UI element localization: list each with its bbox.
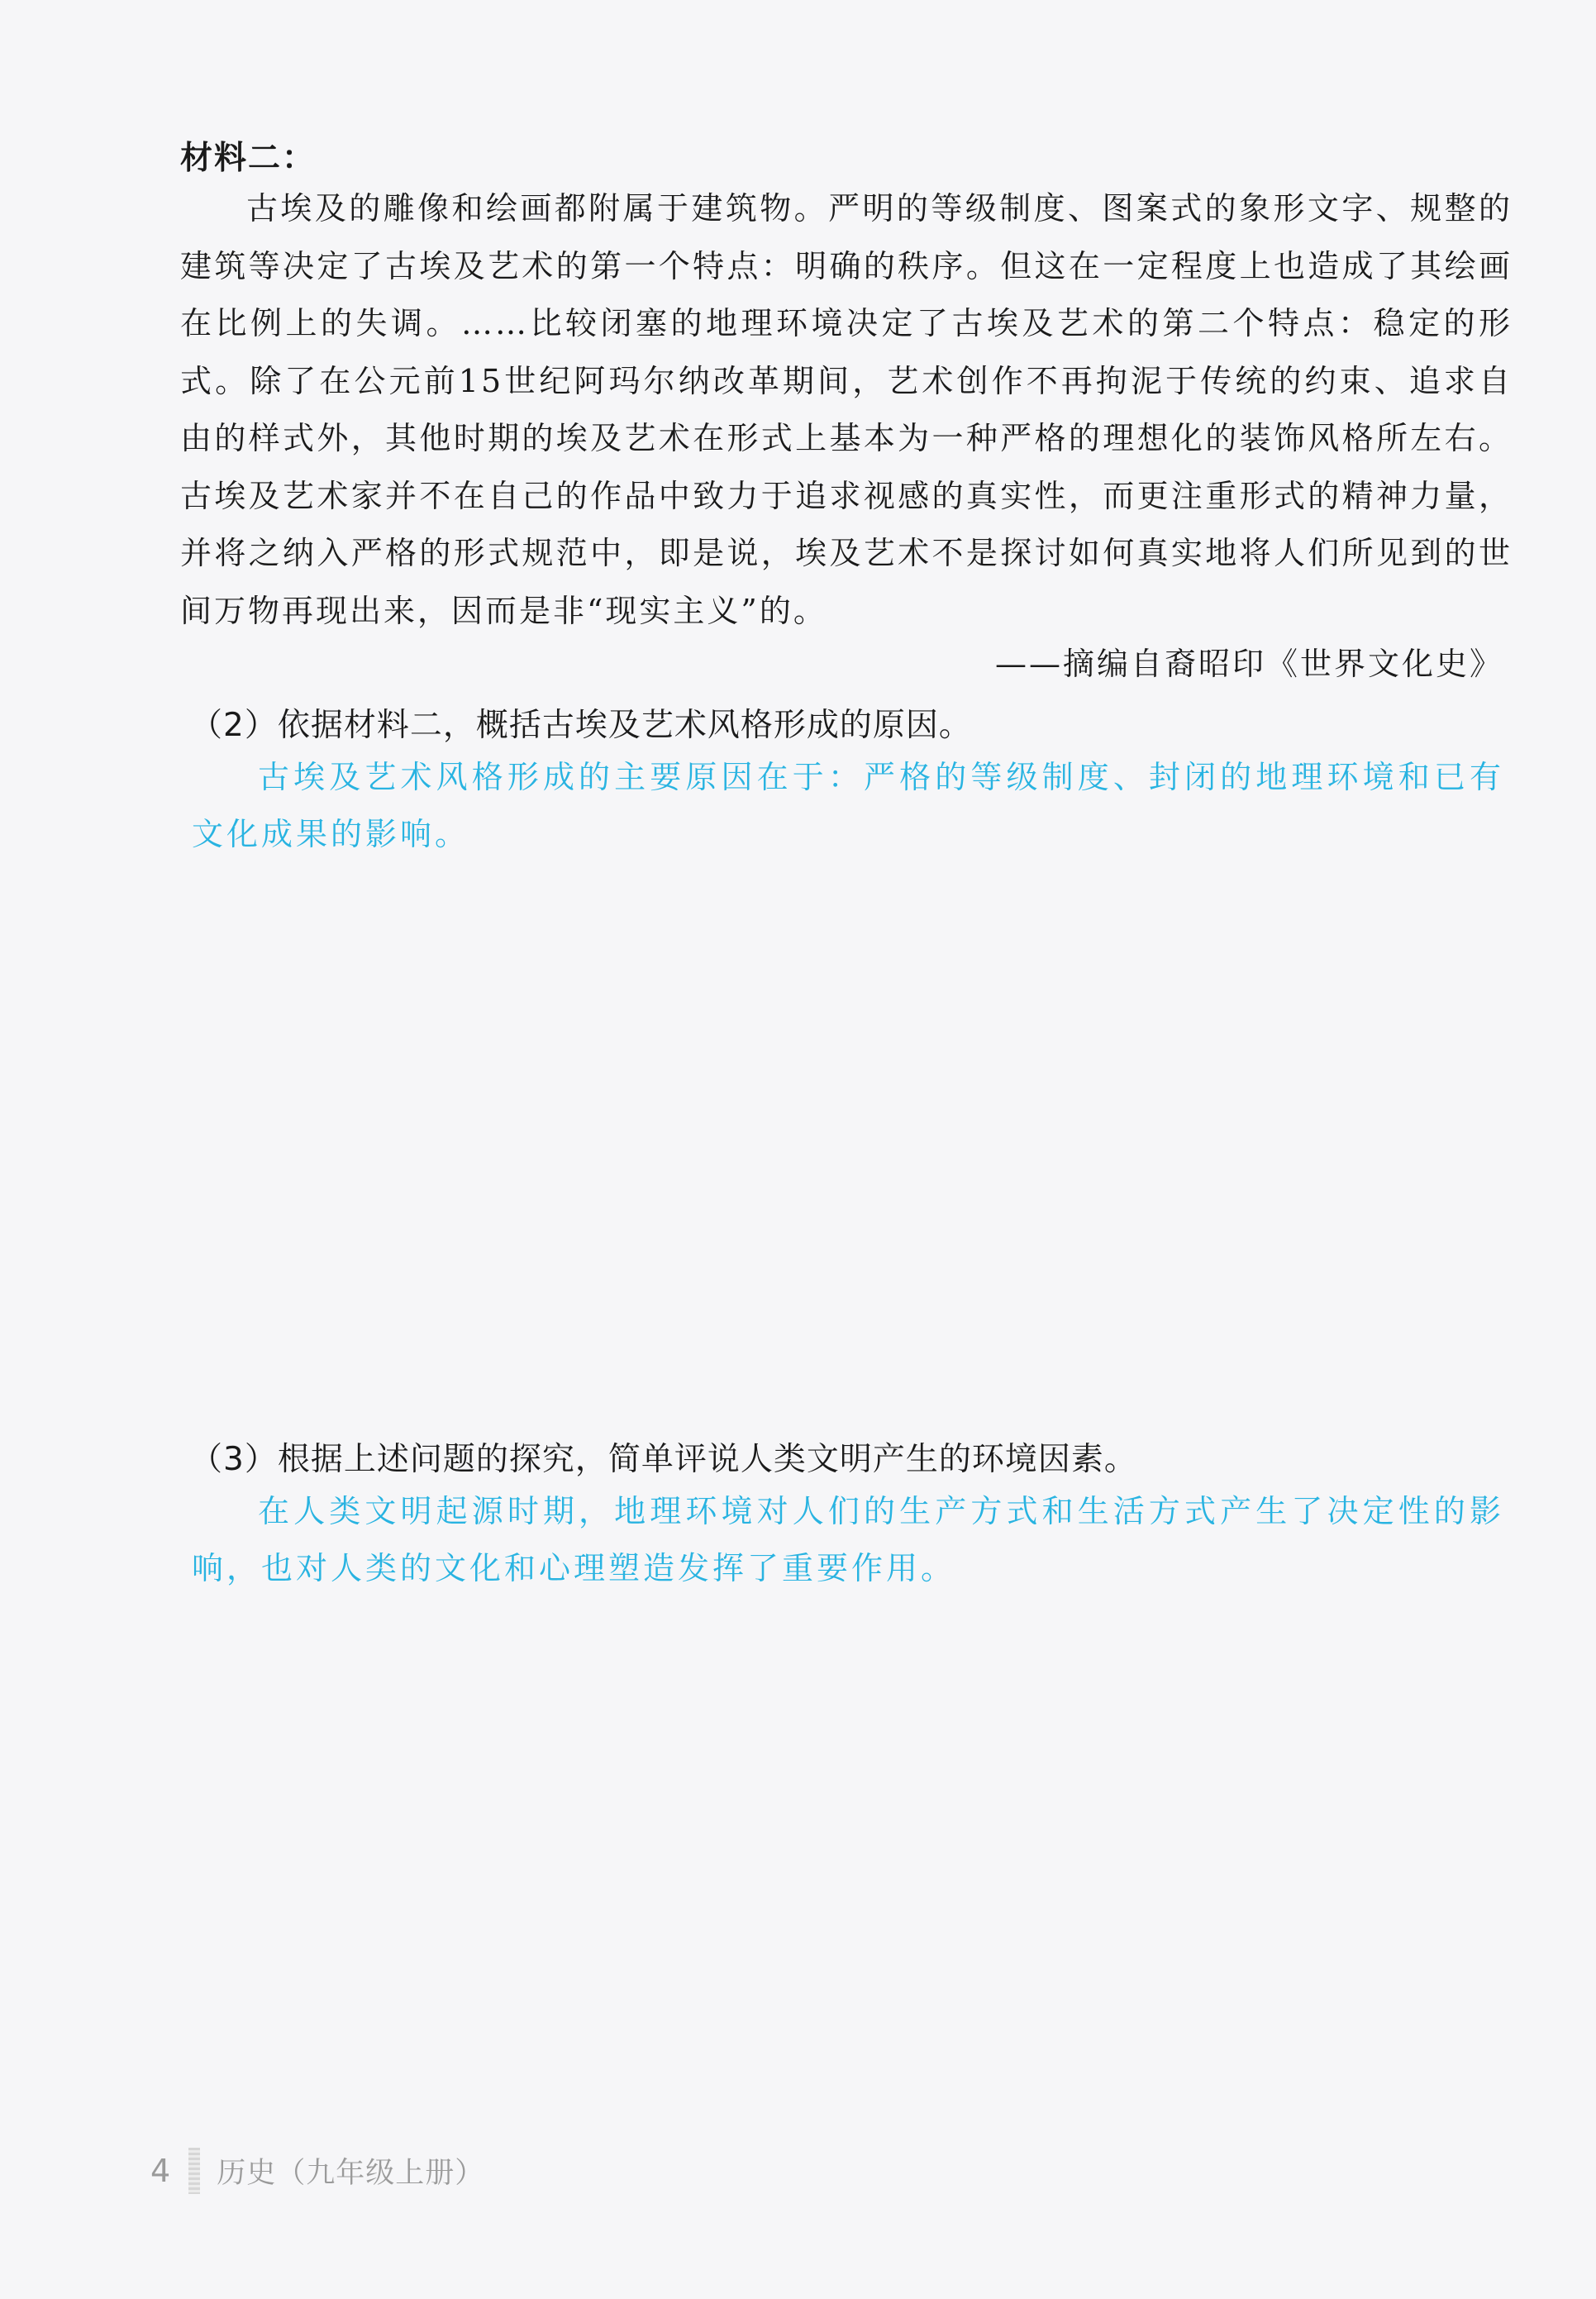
question-3-prompt: （3）根据上述问题的探究，简单评说人类文明产生的环境因素。 xyxy=(190,1441,1137,1478)
question-2-prompt: （2）依据材料二，概括古埃及艺术风格形成的原因。 xyxy=(190,707,972,744)
page-footer xyxy=(150,2148,484,2194)
material-body xyxy=(180,180,1513,640)
material-paragraph: 古埃及的雕像和绘画都附属于建筑物。严明的等级制度、图案式的象形文字、规整的建筑等决定了古埃及艺术的第一个特点：明确的秩序。但这在一定程度上也造成了其绘画在比例上的失调。……比较闭塞的地理环境决定了古埃及艺术的第二个特点：稳定的形式。除了在公元前15世纪阿玛尔纳改革期间，艺术创作不再拘泥于传统的约束、追求自由的样式外，其他时期的埃及艺术在形式上基本为一种严格的理想化的装饰风格所左右。古埃及艺术家并不在自己的作品中致力于追求视感的真实性，而更注重形式的精神力量，并将之纳入严格的形式规范中，即是说，埃及艺术不是探讨如何真实地将人们所见到的世间万物再现出来，因而是非“现实主义”的。 xyxy=(180,190,1513,629)
book-title: 历史（九年级上册） xyxy=(217,2157,485,2190)
question-2-answer xyxy=(192,749,1504,863)
page-number: 4 xyxy=(150,2153,171,2189)
answer-text: 在人类文明起源时期，地理环境对人们的生产方式和生活方式产生了决定性的影响，也对人类的文化和心理塑造发挥了重要作用。 xyxy=(192,1493,1504,1586)
answer-text: 古埃及艺术风格形成的主要原因在于：严格的等级制度、封闭的地理环境和已有文化成果的影响。 xyxy=(192,759,1504,852)
question-3-answer xyxy=(192,1483,1504,1597)
footer-divider xyxy=(188,2148,200,2194)
material-source: ——摘编自裔昭印《世界文化史》 xyxy=(994,646,1503,682)
material-heading: 材料二： xyxy=(180,140,317,177)
